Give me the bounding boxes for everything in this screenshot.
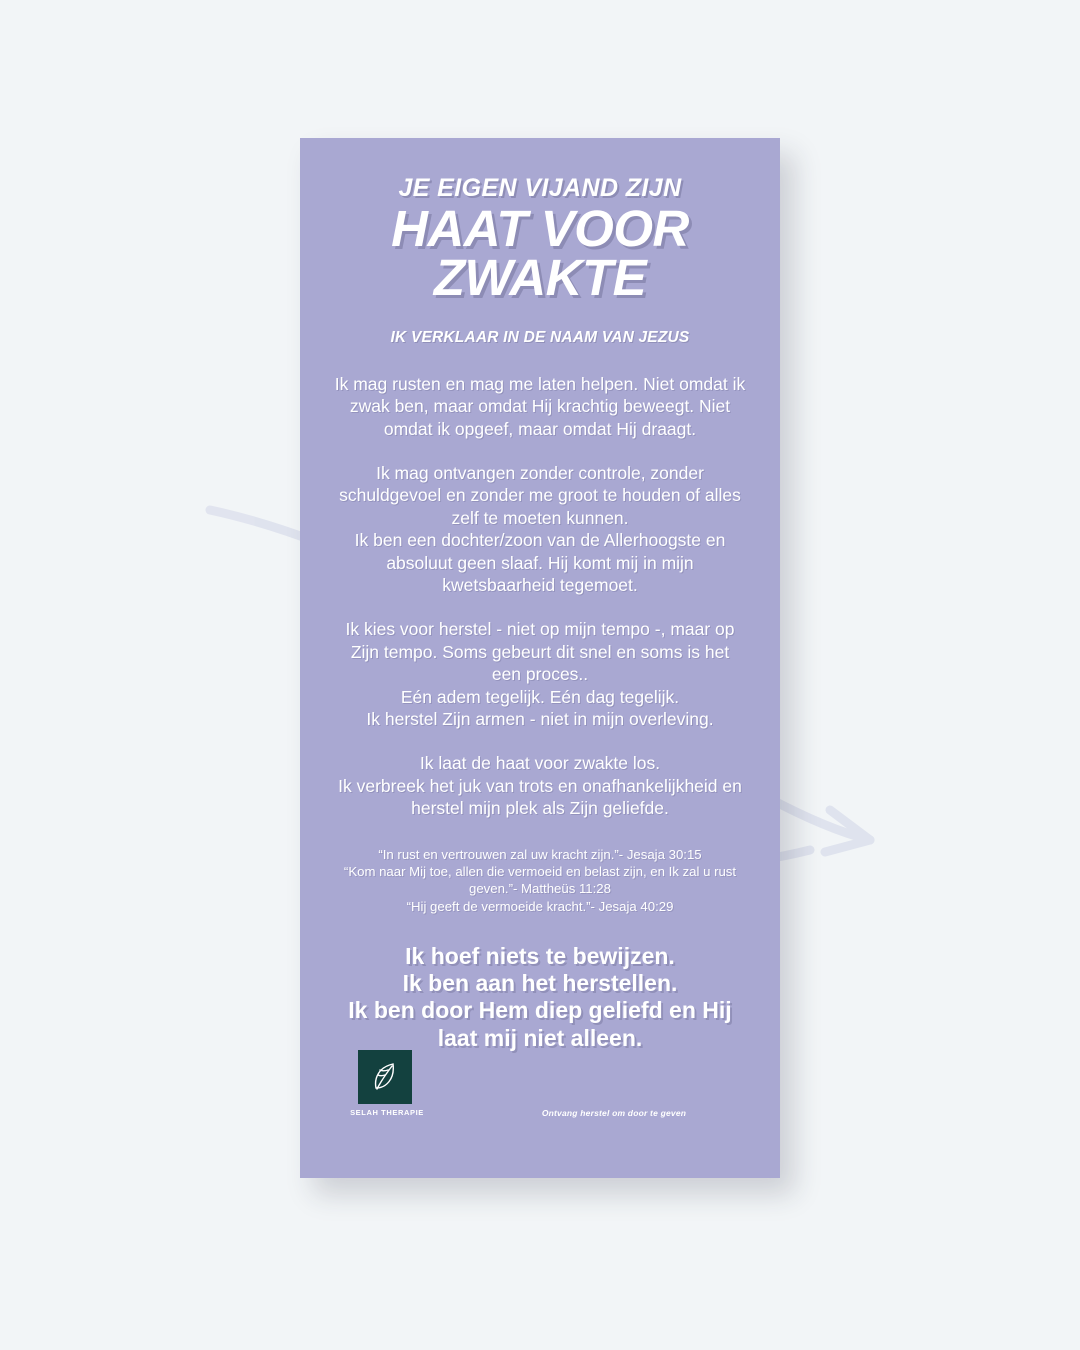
footer-tagline: Ontvang herstel om door te geven bbox=[541, 1108, 687, 1118]
poster-content bbox=[300, 138, 780, 1072]
poster-paragraph-2: Ik mag ontvangen zonder controle, zonder schuldgevoel en zonder me groot te houden of alles zelf te moeten kunnen. Ik ben een dochter/zoon van de Allerhoogste en absoluut geen slaaf. Hij komt mij in mijn kwetsbaarheid tegemoet. bbox=[339, 463, 741, 596]
poster-headline: HAAT VOOR ZWAKTE bbox=[391, 200, 689, 306]
poster-paragraph-4: Ik laat de haat voor zwakte los. Ik verbreek het juk van trots en onafhankelijkheid en herstel mijn plek als Zijn geliefde. bbox=[338, 753, 742, 819]
selah-logo-label: SELAH THERAPIE bbox=[350, 1108, 424, 1117]
verse-line: “In rust en vertrouwen zal uw kracht zijn.”- Jesaja 30:15 bbox=[378, 846, 702, 862]
poster-kicker: JE EIGEN VIJAND ZIJN bbox=[398, 174, 682, 202]
poster-subhead: IK VERKLAAR IN DE NAAM VAN JEZUS bbox=[390, 328, 690, 346]
verse-line: “Kom naar Mij toe, allen die vermoeid en belast zijn, en Ik zal u rust geven.”- Mattheüs 11:28 bbox=[343, 863, 737, 897]
poster-paragraph-1: Ik mag rusten en mag me laten helpen. Niet omdat ik zwak ben, maar omdat Hij krachtig beweegt. Niet omdat ik opgeef, maar omdat Hij draagt. bbox=[334, 373, 746, 439]
poster-paragraph-3: Ik kies voor herstel - niet op mijn tempo -, maar op Zijn tempo. Soms gebeurt dit snel en soms is het een proces.. Eén adem tegelijk. Eén dag tegelijk. Ik herstel Zijn armen - niet in mijn overleving. bbox=[345, 619, 735, 729]
poster-card-background bbox=[300, 138, 780, 1178]
poster-closing: Ik hoef niets te bewijzen. Ik ben aan het herstellen. Ik ben door Hem diep geliefd en Hij laat mij niet alleen. bbox=[348, 943, 732, 1051]
poster-verses bbox=[334, 846, 746, 916]
poster-card bbox=[300, 138, 780, 1178]
verse-line: “Hij geeft de vermoeide kracht.”- Jesaja 40:29 bbox=[406, 898, 674, 914]
